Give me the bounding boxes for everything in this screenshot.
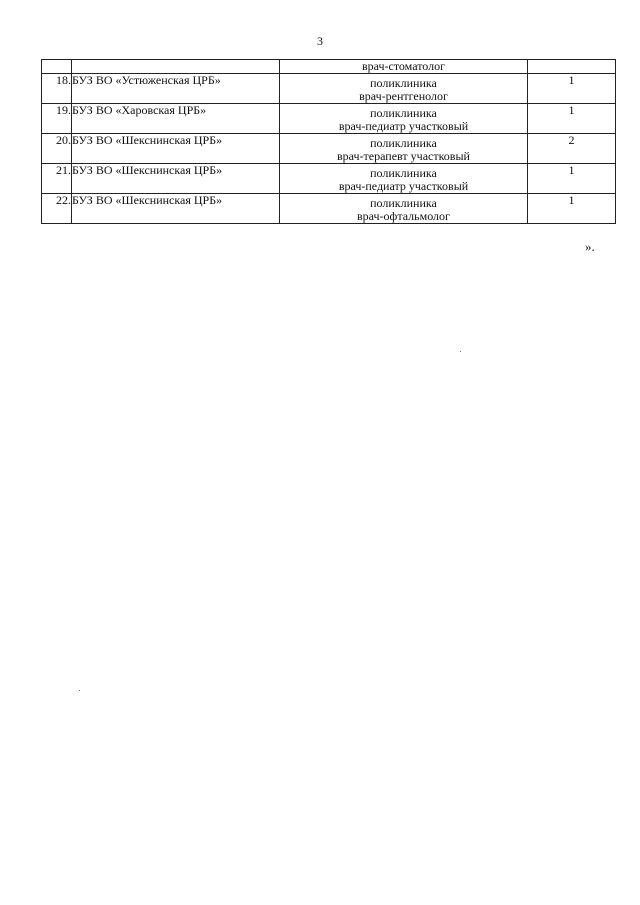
row-number: 20. xyxy=(42,134,72,164)
position-cell xyxy=(280,134,528,164)
division-text: поликлиника xyxy=(370,166,437,180)
table-row xyxy=(42,104,616,134)
scan-speck xyxy=(79,690,80,691)
organization-cell: БУЗ ВО «Шекснинская ЦРБ» xyxy=(72,134,280,164)
count-cell: 1 xyxy=(528,104,616,134)
table-row xyxy=(42,194,616,224)
position-text: врач-педиатр участковый xyxy=(338,179,469,193)
position-cell xyxy=(280,164,528,194)
organization-cell: БУЗ ВО «Шекснинская ЦРБ» xyxy=(72,194,280,224)
organization-cell: БУЗ ВО «Шекснинская ЦРБ» xyxy=(72,164,280,194)
division-text: поликлиника xyxy=(370,76,437,90)
count-cell xyxy=(528,60,616,74)
position-text: врач-стоматолог xyxy=(361,59,446,73)
division-text: поликлиника xyxy=(370,136,437,150)
scan-speck xyxy=(460,351,461,352)
count-cell: 1 xyxy=(528,194,616,224)
organization-cell: БУЗ ВО «Устюженская ЦРБ» xyxy=(72,74,280,104)
position-text: врач-педиатр участковый xyxy=(338,119,469,133)
table-row xyxy=(42,134,616,164)
row-number: 18. xyxy=(42,74,72,104)
row-number: 21. xyxy=(42,164,72,194)
table-row xyxy=(42,164,616,194)
position-cell xyxy=(280,60,528,74)
table-row xyxy=(42,60,616,74)
position-cell xyxy=(280,194,528,224)
count-cell: 2 xyxy=(528,134,616,164)
count-cell: 1 xyxy=(528,74,616,104)
position-text: врач-терапевт участковый xyxy=(337,149,470,163)
table-row xyxy=(42,74,616,104)
row-number xyxy=(42,60,72,74)
position-text: врач-офтальмолог xyxy=(357,209,450,223)
organization-cell: БУЗ ВО «Харовская ЦРБ» xyxy=(72,104,280,134)
page-number: 3 xyxy=(317,34,323,48)
position-text: врач-рентгенолог xyxy=(359,89,448,103)
organization-cell xyxy=(72,60,280,74)
positions-table xyxy=(41,59,616,224)
count-cell: 1 xyxy=(528,164,616,194)
row-number: 22. xyxy=(42,194,72,224)
division-text: поликлиника xyxy=(370,106,437,120)
closing-quote-mark: ». xyxy=(585,239,595,254)
position-cell xyxy=(280,104,528,134)
division-text: поликлиника xyxy=(370,196,437,210)
row-number: 19. xyxy=(42,104,72,134)
position-cell xyxy=(280,74,528,104)
